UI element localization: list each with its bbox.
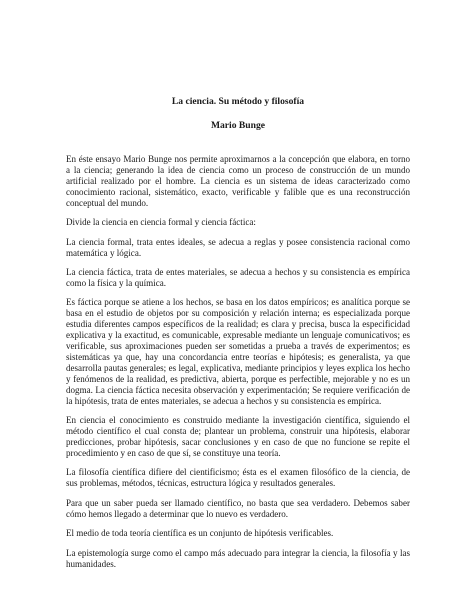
paragraph-scientific-knowledge: Para que un saber pueda ser llamado científico, no basta que sea verdadero. Debemos saber cómo hemos llegado a determinar que lo nuevo es verdadero. — [66, 497, 410, 519]
paragraph-epistemology: La epistemología surge como el campo más adecuado para integrar la ciencia, la filosofía y las humanidades. — [66, 547, 410, 569]
document-author: Mario Bunge — [210, 120, 266, 131]
document-title: La ciencia. Su método y filosofía — [171, 96, 305, 107]
paragraph-division: Divide la ciencia en ciencia formal y ciencia fáctica: — [66, 217, 256, 228]
paragraph-scientific-philosophy: La filosofía científica difiere del cientificismo; ésta es el examen filosófico de la ciencia, de sus problemas, métodos, técnicas, estructura lógica y resultados generales. — [66, 467, 410, 489]
paragraph-scientific-method: En ciencia el conocimiento es construido mediante la investigación científica, siguiendo el método científico el cual consta de; plantear un problema, construir una hipótesis, elaborar predicciones, probar hipótesis, sacar conclusiones y en caso de que no funcione se repite el procedimiento y en caso de que sí, se constituye una teoría. — [66, 415, 410, 458]
paragraph-formal-science: La ciencia formal, trata entes ideales, se adecua a reglas y posee consistencia racional como matemática y lógica. — [66, 236, 410, 258]
document-content — [66, 95, 410, 578]
document-body — [66, 154, 410, 569]
paragraph-intro: En éste ensayo Mario Bunge nos permite aproximarnos a la concepción que elabora, en torno a la ciencia; generando la idea de ciencia como un proceso de construcción de un mundo artificial realizado por el hombre. La ciencia es un sistema de ideas caracterizado como conocimiento racional, sistemático, exacto, verificable y falible que es una reconstrucción conceptual del mundo. — [66, 154, 410, 208]
paragraph-hypotheses: El medio de toda teoría científica es un conjunto de hipótesis verificables. — [66, 528, 334, 539]
paragraph-factual-science: La ciencia fáctica, trata de entes materiales, se adecua a hechos y su consistencia es empírica como la física y la química. — [66, 267, 410, 288]
paragraph-factual-traits: Es fáctica porque se atiene a los hechos, se basa en los datos empíricos; es analítica porque se basa en el estudio de objetos por su composición y relación interna; es especializada porque estudia diferentes campos específicos de la realidad; es clara y precisa, busca la especificidad explicativa y la exactitud, es comunicable, expresable mediante un lenguaje comunicativos; es verificable, sus aproximaciones pueden ser sometidas a prueba a través de experimentos; es sistemáticas ya que, hay una concordancia entre teorías e hipótesis; es generalista, ya que desarrolla pautas generales; es legal, explicativa, mediante principios y leyes explica los hecho y fenómenos de la realidad, es predictiva, abierta, porque es perfectible, mejorable y no es un dogma. La ciencia fáctica necesita observación y experimentación; Se requiere verificación de la hipótesis, trata de entes materiales, se adecua a hechos y su consistencia es empírica. — [66, 297, 410, 406]
